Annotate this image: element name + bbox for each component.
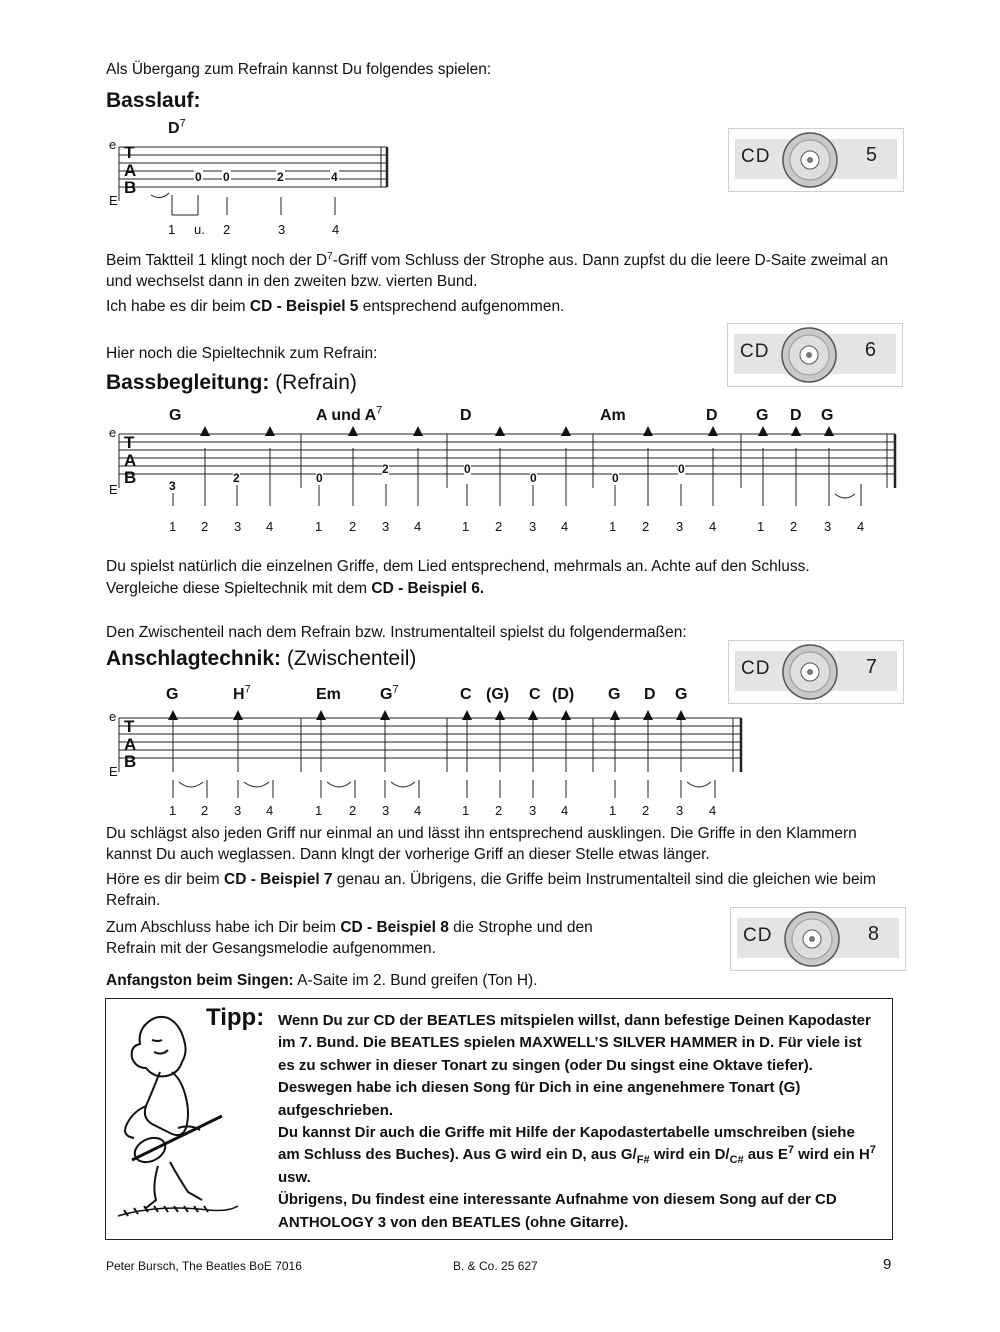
chord-label: G <box>608 686 621 703</box>
tipp-text <box>278 1010 878 1234</box>
chord-label: D <box>790 407 802 424</box>
anschlag-intro: Den Zwischenteil nach dem Refrain bzw. Instrumentalteil spielst du folgendermaßen: <box>106 624 687 641</box>
footer-left: Peter Bursch, The Beatles BoE 7016 <box>106 1259 302 1273</box>
chord-label: $G^7$ <box>380 683 399 703</box>
cd-label: CD <box>741 146 771 167</box>
cd-label: CD <box>740 341 770 362</box>
tab-letter-T: T <box>124 143 135 162</box>
beat-label: 2 <box>642 803 650 818</box>
cd-badge-8 <box>730 907 906 971</box>
string-E-label: E <box>109 193 118 208</box>
cd-number: 6 <box>864 339 876 361</box>
tipp-paragraph-3: Übrigens, Du findest eine interessante Aufnahme von diesem Song auf der CD ANTHOLOGY 3 von den BEATLES (ohne Gitarre). <box>278 1191 837 1231</box>
fret-number: 2 <box>382 462 389 476</box>
fret-number: 2 <box>233 471 240 485</box>
tab-letter-B: B <box>124 468 137 487</box>
fret-number: 0 <box>316 471 323 485</box>
cd-label: CD <box>741 658 771 679</box>
tab-letter-B: B <box>124 752 137 771</box>
basslauf-heading: Basslauf: <box>106 89 201 112</box>
basslauf-paragraph-1: Beim Taktteil 1 klingt noch der $D^7$-Griff vom Schluss der Strophe aus. Dann zupfst du die leere D-Saite zweimal an und wechselst dann in den zweiten bzw. vierten Bund. <box>106 250 889 290</box>
tipp-heading: Tipp: <box>206 1004 265 1031</box>
chord-label: D <box>706 407 718 424</box>
tab-letter-A: A <box>124 161 137 180</box>
beat-label: 3 <box>234 803 242 818</box>
beat-label: 3 <box>382 519 390 534</box>
beat-label: 3 <box>278 222 286 237</box>
chord-label: C <box>460 686 472 703</box>
cd-disc-icon <box>779 641 841 703</box>
string-e-label: e <box>109 425 117 440</box>
anschlag-paragraph-2: Höre es dir beim CD - Beispiel 7 genau an. Übrigens, die Griffe beim Instrumentalteil sind die gleichen wie beim Refrain. <box>106 871 876 909</box>
beat-label: 4 <box>332 222 340 237</box>
beat-label: 2 <box>349 803 357 818</box>
chord-label: Em <box>316 686 341 703</box>
beat-label: 2 <box>349 519 357 534</box>
beat-label: 1 <box>315 803 323 818</box>
basslauf-tab <box>105 135 395 225</box>
beat-label: 1 <box>169 519 177 534</box>
cd-disc-icon <box>779 129 841 191</box>
anschlag-heading: Anschlagtechnik: (Zwischenteil) <box>106 647 417 670</box>
anschlag-paragraph-3: Zum Abschluss habe ich Dir beim CD - Beispiel 8 die Strophe und den Refrain mit der Gesangsmelodie aufgenommen. <box>106 919 593 957</box>
beat-label: 3 <box>382 803 390 818</box>
cd-label: CD <box>743 925 773 946</box>
chord-label: G <box>821 407 834 424</box>
tab-letter-B: B <box>124 178 137 197</box>
beat-label: 1 <box>757 519 765 534</box>
chord-label: G <box>675 686 688 703</box>
beat-label: 1 <box>168 222 176 237</box>
chord-label: $H^7$ <box>233 683 251 703</box>
cd-number: 8 <box>867 923 879 945</box>
beat-label: 2 <box>642 519 650 534</box>
beat-label: 1 <box>169 803 177 818</box>
string-e-label: e <box>109 709 117 724</box>
basslauf-chord: $D^7$ <box>168 117 186 137</box>
beat-label: 3 <box>529 803 537 818</box>
tab-letter-T: T <box>124 717 135 736</box>
fret-number: 2 <box>277 170 284 184</box>
bassbegleitung-paragraph-2: Vergleiche diese Spieltechnik mit dem CD - Beispiel 6. <box>106 580 485 597</box>
string-E-label: E <box>109 482 118 497</box>
chord-label: D <box>460 407 472 424</box>
beat-label: 3 <box>824 519 832 534</box>
intro-text: Als Übergang zum Refrain kannst Du folgendes spielen: <box>106 61 492 78</box>
cd-number: 7 <box>865 656 877 678</box>
cd-badge-6 <box>727 323 903 387</box>
cd-disc-icon <box>778 324 840 386</box>
cd-disc-icon <box>781 908 843 970</box>
tipp-paragraph-1: Wenn Du zur CD der BEATLES mitspielen willst, dann befestige Deinen Kapodaster im 7. Bund. Die BEATLES spielen MAXWELL’S SILVER HAMMER in D. Für viele ist es zu schwer in dieser Tonart zu singen (oder Du singst eine Oktave tiefer). Deswegen habe ich diesen Song für Dich in eine angenehmere Tonart (G) aufgeschrieben. <box>278 1012 871 1119</box>
bassbegleitung-intro: Hier noch die Spieltechnik zum Refrain: <box>106 345 378 362</box>
beat-label: 4 <box>709 519 717 534</box>
fret-number: 4 <box>331 170 338 184</box>
bassbegleitung-paragraph-1: Du spielst natürlich die einzelnen Griffe, dem Lied entsprechend, mehrmals an. Achte auf den Schluss. <box>106 558 810 575</box>
chord-label: Am <box>600 407 626 424</box>
fret-number: 0 <box>195 170 202 184</box>
chord-label: D <box>644 686 656 703</box>
tipp-paragraph-2: Du kannst Dir auch die Griffe mit Hilfe der Kapodastertabelle umschreiben (siehe am Schluss des Buches). Aus G wird ein D, aus $G/_{F\#}$ wird ein $D/_{C\#}$ aus $E^7$ wird ein $H^7$ usw. <box>278 1124 876 1186</box>
beat-label: 4 <box>266 519 274 534</box>
cd-badge-7 <box>728 640 904 704</box>
cd-number: 5 <box>865 144 877 166</box>
chord-label: A und $A^7$ <box>316 404 383 424</box>
tab-letter-A: A <box>124 735 137 754</box>
beat-label: 2 <box>201 803 209 818</box>
beat-label: 1 <box>315 519 323 534</box>
string-E-label: E <box>109 764 118 779</box>
fret-number: 0 <box>612 471 619 485</box>
beat-label: 4 <box>414 519 422 534</box>
chord-label: G <box>169 407 182 424</box>
beat-label: 1 <box>462 803 470 818</box>
beat-label: 4 <box>561 519 569 534</box>
beat-label: 2 <box>790 519 798 534</box>
beat-label: 3 <box>234 519 242 534</box>
bassbegleitung-heading: Bassbegleitung: (Refrain) <box>106 371 357 394</box>
tab-letter-T: T <box>124 433 135 452</box>
tab-letter-A: A <box>124 451 137 470</box>
string-e-label: e <box>109 137 117 152</box>
chord-label: G <box>166 686 179 703</box>
anschlag-tab <box>105 702 745 800</box>
fret-number: 0 <box>464 462 471 476</box>
fret-number: 0 <box>223 170 230 184</box>
chord-label: (D) <box>552 686 575 703</box>
footer-center: B. & Co. 25 627 <box>453 1259 538 1273</box>
beat-label: 4 <box>561 803 569 818</box>
guitarist-illustration <box>108 1010 243 1220</box>
beat-label: 4 <box>414 803 422 818</box>
fret-number: 0 <box>678 462 685 476</box>
chord-label: C <box>529 686 541 703</box>
beat-label: 3 <box>529 519 537 534</box>
beat-label: 3 <box>676 519 684 534</box>
beat-label: 1 <box>462 519 470 534</box>
anfangston-line: Anfangston beim Singen: A-Saite im 2. Bund greifen (Ton H). <box>106 972 538 989</box>
fret-number: 0 <box>530 471 537 485</box>
beat-label: 4 <box>709 803 717 818</box>
beat-label: 4 <box>857 519 865 534</box>
beat-label: 4 <box>266 803 274 818</box>
chord-label: (G) <box>486 686 510 703</box>
page-number: 9 <box>883 1256 892 1273</box>
beat-label: 1 <box>609 803 617 818</box>
fret-number: 3 <box>169 479 176 493</box>
beat-label: 1 <box>609 519 617 534</box>
bassbegleitung-tab <box>105 418 900 510</box>
basslauf-paragraph-2: Ich habe es dir beim CD - Beispiel 5 entsprechend aufgenommen. <box>106 298 565 315</box>
anschlag-paragraph-1: Du schlägst also jeden Griff nur einmal an und lässt ihn entsprechend ausklingen. Die Griffe in den Klammern kannst Du auch weglassen. Dann klngt der vorherige Griff an dieser Stelle etwas länger. <box>106 825 857 863</box>
beat-label: 2 <box>223 222 231 237</box>
beat-label: 2 <box>495 519 503 534</box>
beat-label: u. <box>194 222 205 237</box>
beat-label: 2 <box>495 803 503 818</box>
cd-badge-5 <box>728 128 904 192</box>
beat-label: 3 <box>676 803 684 818</box>
beat-label: 2 <box>201 519 209 534</box>
chord-label: G <box>756 407 769 424</box>
